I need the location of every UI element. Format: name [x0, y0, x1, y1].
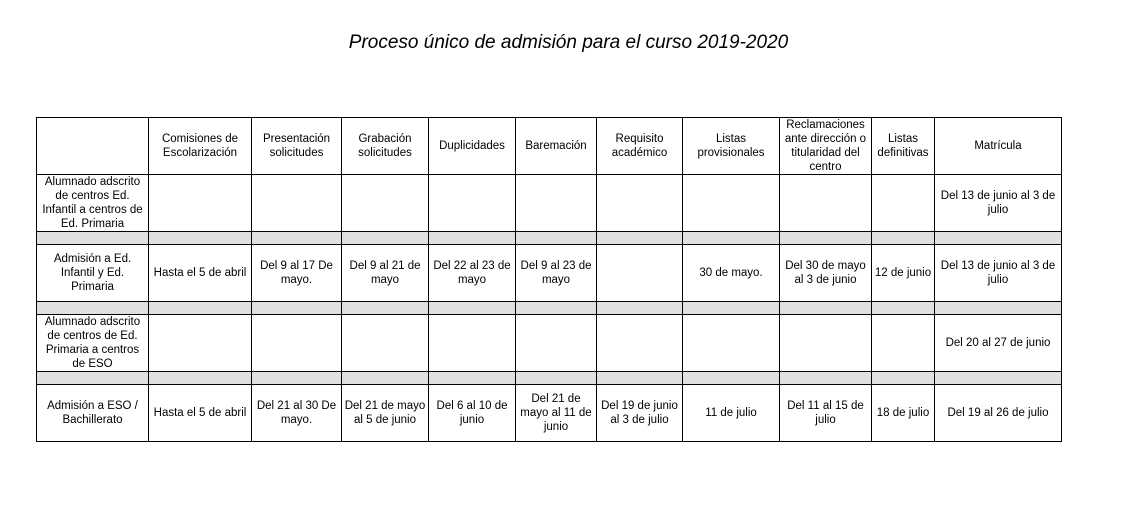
table-cell: Del 20 al 27 de junio [935, 315, 1062, 372]
table-cell [780, 175, 872, 232]
table-cell [597, 175, 683, 232]
table-cell [872, 315, 935, 372]
table-cell: Del 6 al 10 de junio [429, 385, 516, 442]
header-cell-listas-definitivas: Listas definitivas [872, 118, 935, 175]
table-cell: Del 21 al 30 De mayo. [252, 385, 342, 442]
table-cell [429, 175, 516, 232]
table-cell: 30 de mayo. [683, 245, 780, 302]
table-cell: 11 de julio [683, 385, 780, 442]
table-cell: Del 22 al 23 de mayo [429, 245, 516, 302]
header-cell-empty [37, 118, 149, 175]
table-cell [683, 175, 780, 232]
table-row [37, 175, 1062, 232]
table-cell: Hasta el 5 de abril [149, 385, 252, 442]
table-cell: Del 13 de junio al 3 de julio [935, 175, 1062, 232]
separator-row [37, 302, 1062, 315]
table-cell [149, 315, 252, 372]
header-cell-grabacion: Grabación solicitudes [342, 118, 429, 175]
table-cell: Del 13 de junio al 3 de julio [935, 245, 1062, 302]
row-label: Alumnado adscrito de centros Ed. Infantil a centros de Ed. Primaria [37, 175, 149, 232]
row-label: Admisión a Ed. Infantil y Ed. Primaria [37, 245, 149, 302]
page-title: Proceso único de admisión para el curso 2019-2020 [348, 32, 789, 53]
table-cell [597, 315, 683, 372]
header-row [37, 118, 1062, 175]
header-cell-reclamaciones: Reclamaciones ante dirección o titularidad del centro [780, 118, 872, 175]
table-cell: Hasta el 5 de abril [149, 245, 252, 302]
table-cell: Del 9 al 17 De mayo. [252, 245, 342, 302]
header-cell-comisiones: Comisiones de Escolarización [149, 118, 252, 175]
table-cell [342, 315, 429, 372]
table-cell [872, 175, 935, 232]
table-cell: 12 de junio [872, 245, 935, 302]
table-cell: Del 30 de mayo al 3 de junio [780, 245, 872, 302]
header-cell-duplicidades: Duplicidades [429, 118, 516, 175]
table-cell: Del 9 al 21 de mayo [342, 245, 429, 302]
table-cell: Del 9 al 23 de mayo [516, 245, 597, 302]
header-cell-matricula: Matrícula [935, 118, 1062, 175]
table-cell: 18 de julio [872, 385, 935, 442]
table-cell: Del 19 de junio al 3 de julio [597, 385, 683, 442]
table-cell: Del 21 de mayo al 5 de junio [342, 385, 429, 442]
table-cell [597, 245, 683, 302]
table-cell [252, 175, 342, 232]
row-label: Alumnado adscrito de centros de Ed. Primaria a centros de ESO [37, 315, 149, 372]
admission-table [36, 117, 1062, 442]
table-row [37, 245, 1062, 302]
table-cell [252, 315, 342, 372]
table-cell [516, 315, 597, 372]
table-row [37, 315, 1062, 372]
table-cell [683, 315, 780, 372]
header-cell-requisito: Requisito académico [597, 118, 683, 175]
header-cell-listas-provisionales: Listas provisionales [683, 118, 780, 175]
table-cell [342, 175, 429, 232]
header-cell-baremacion: Baremación [516, 118, 597, 175]
separator-row [37, 232, 1062, 245]
table-cell: Del 19 al 26 de julio [935, 385, 1062, 442]
table-cell: Del 11 al 15 de julio [780, 385, 872, 442]
header-cell-presentacion: Presentación solicitudes [252, 118, 342, 175]
row-label: Admisión a ESO / Bachillerato [37, 385, 149, 442]
table-cell [429, 315, 516, 372]
table-cell [149, 175, 252, 232]
separator-row [37, 372, 1062, 385]
table-cell: Del 21 de mayo al 11 de junio [516, 385, 597, 442]
table-cell [780, 315, 872, 372]
table-cell [516, 175, 597, 232]
table-row [37, 385, 1062, 442]
